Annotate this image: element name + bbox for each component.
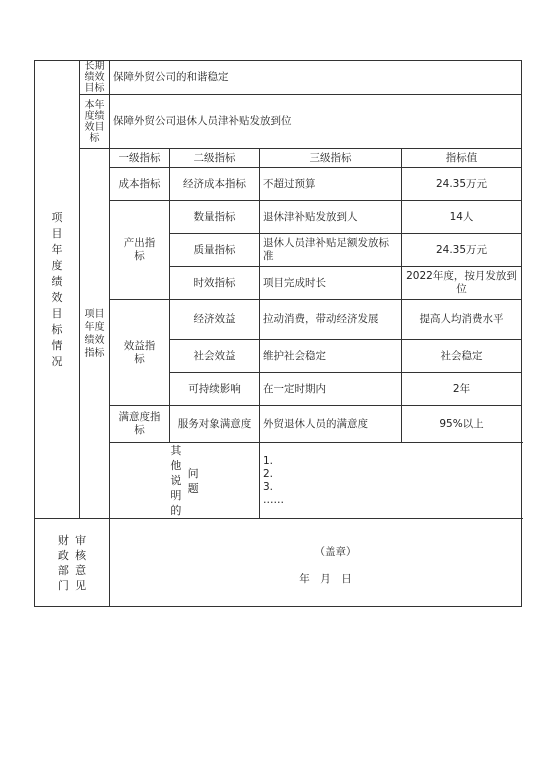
note-line: 3. xyxy=(263,480,274,493)
level2-cell: 时效指标 xyxy=(170,267,260,300)
level3-cell: 退休人员津补贴足额发放标准 xyxy=(260,234,402,267)
level1-benefit: 效益指标 xyxy=(110,300,170,406)
level1-satisfaction: 满意度指标 xyxy=(110,406,170,443)
level2-cell: 可持续影响 xyxy=(170,373,260,406)
note-line: …… xyxy=(263,493,284,506)
level2-cell: 数量指标 xyxy=(170,201,260,234)
review-date: 年 月 日 xyxy=(299,572,352,585)
level3-cell: 维护社会稳定 xyxy=(260,340,402,373)
value-cell: 24.35万元 xyxy=(402,234,522,267)
value-cell: 2022年度，按月发放到位 xyxy=(402,267,522,300)
level2-cell: 质量指标 xyxy=(170,234,260,267)
other-notes-label: 其他说明的 问题 xyxy=(110,443,260,519)
value-cell: 2年 xyxy=(402,373,522,406)
annual-goal-label: 本年度绩效目标 xyxy=(80,95,110,149)
section-label-annual-goals: 项目年度绩效目标情况 xyxy=(35,61,80,519)
level1-output: 产出指标 xyxy=(110,201,170,300)
value-cell: 24.35万元 xyxy=(402,168,522,201)
level2-cell: 经济效益 xyxy=(170,300,260,340)
value-cell: 提高人均消费水平 xyxy=(402,300,522,340)
note-line: 1. xyxy=(263,454,274,467)
level3-cell: 拉动消费，带动经济发展 xyxy=(260,300,402,340)
header-level3: 三级指标 xyxy=(260,149,402,168)
level2-cell: 服务对象满意度 xyxy=(170,406,260,443)
level3-cell: 退休津补贴发放到人 xyxy=(260,201,402,234)
level1-cost: 成本指标 xyxy=(110,168,170,201)
note-line: 2. xyxy=(263,467,274,480)
level3-cell: 项目完成时长 xyxy=(260,267,402,300)
header-level2: 二级指标 xyxy=(170,149,260,168)
value-cell: 14人 xyxy=(402,201,522,234)
header-level1: 一级指标 xyxy=(110,149,170,168)
review-content xyxy=(110,519,522,607)
long-term-goal-label: 长期绩效目标 xyxy=(80,61,110,95)
review-label: 财政部门 审核意见 xyxy=(35,519,110,607)
header-value: 指标值 xyxy=(402,149,522,168)
other-notes-list xyxy=(260,443,522,519)
value-cell: 95%以上 xyxy=(402,406,522,443)
level3-cell: 在一定时期内 xyxy=(260,373,402,406)
indicator-section-label: 项目年度绩效指标 xyxy=(80,149,110,519)
level2-cell: 经济成本指标 xyxy=(170,168,260,201)
annual-goal-value: 保障外贸公司退休人员津补贴发放到位 xyxy=(110,95,522,149)
level2-cell: 社会效益 xyxy=(170,340,260,373)
performance-form-table xyxy=(34,60,522,607)
long-term-goal-value: 保障外贸公司的和谐稳定 xyxy=(110,61,522,95)
seal-text: （盖章） xyxy=(314,545,357,558)
level3-cell: 不超过预算 xyxy=(260,168,402,201)
value-cell: 社会稳定 xyxy=(402,340,522,373)
level3-cell: 外贸退休人员的满意度 xyxy=(260,406,402,443)
